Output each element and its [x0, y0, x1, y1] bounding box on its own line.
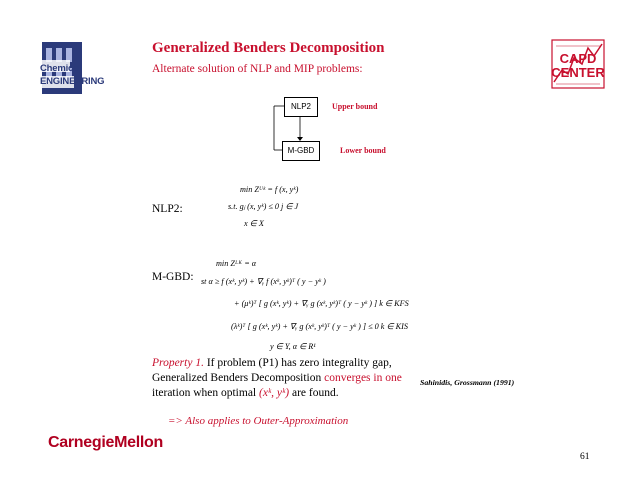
mgbd-cut-alpha: st α ≥ f (xᵏ, yᵏ) + ∇ᵧ f (xᵏ, yᵏ)ᵀ ( y − yᵏ ) [201, 277, 326, 286]
mgbd-objective: min Zᴸᴷ = α [216, 259, 257, 268]
property-line-1 [152, 356, 402, 371]
nlp2-label: NLP2: [152, 203, 183, 215]
property-line-3-b: (xᵏ, yᵏ) [259, 387, 290, 399]
carnegie-mellon-logo: CarnegieMellon [48, 434, 163, 451]
nlp2-objective: min Zᵁᵏ = f (x, yᵏ) [240, 185, 299, 194]
also-applies-note: => Also applies to Outer-Approximation [168, 415, 349, 427]
slide-title: Generalized Benders Decomposition [152, 40, 385, 56]
slide-subtitle: Alternate solution of NLP and MIP problems: [152, 63, 363, 75]
property-text [152, 356, 402, 401]
nlp2-constraint: s.t. gⱼ (x, yᵏ) ≤ 0 j ∈ J [228, 202, 299, 211]
lower-bound-label: Lower bound [340, 146, 386, 155]
property-line-3-c: are found. [289, 387, 339, 399]
property-line-3-a: iteration when optimal [152, 387, 259, 399]
upper-bound-label: Upper bound [332, 102, 378, 111]
mgbd-domain: y ∈ Y, α ∈ R¹ [270, 342, 316, 351]
property-line-1-rest: If problem (P1) has zero integrality gap, [203, 357, 392, 369]
mgbd-box: M-GBD [282, 141, 320, 161]
mgbd-label: M-GBD: [152, 271, 194, 283]
mgbd-cut-infeasible: (λᵏ)ᵀ [ g (xᵏ, yᵏ) + ∇ᵧ g (xᵏ, yᵏ)ᵀ ( y − yᵏ ) ] ≤ 0 k ∈ KIS [231, 322, 408, 331]
property-line-2 [152, 371, 402, 386]
chemical-engineering-logo-text: Chemical ENGINEERING [40, 63, 105, 87]
property-line-3 [152, 386, 402, 401]
reference-citation: Sahinidis, Grossmann (1991) [420, 378, 515, 387]
capd-logo-text: CAPD CENTER [551, 51, 605, 80]
property-heading: Property 1. [152, 357, 204, 369]
nlp2-box: NLP2 [284, 97, 318, 117]
page-number: 61 [580, 452, 590, 462]
property-line-2-a: Generalized Benders Decomposition [152, 372, 325, 384]
property-line-2-b: converges in one [324, 372, 402, 384]
nlp2-domain: x ∈ X [244, 219, 264, 228]
mgbd-cut-feasible: + (μᵏ)ᵀ [ g (xᵏ, yᵏ) + ∇ᵧ g (xᵏ, yᵏ)ᵀ ( y − yᵏ ) ] k ∈ KFS [234, 299, 409, 308]
capd-logo [548, 34, 608, 94]
